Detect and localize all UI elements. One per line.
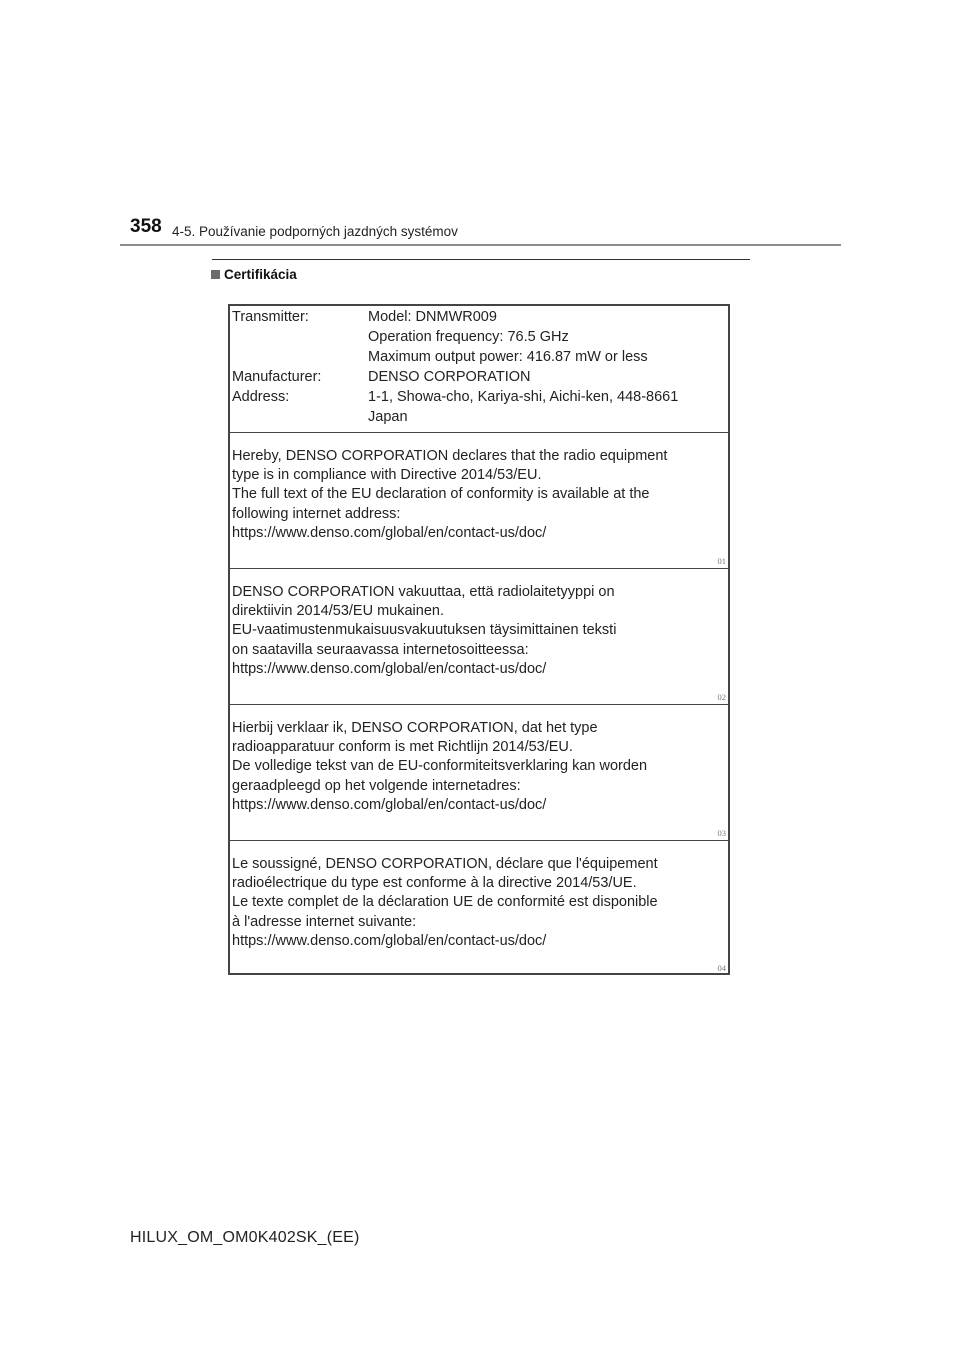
spec-value: Operation frequency: 76.5 GHz bbox=[368, 329, 569, 345]
declaration-line: EU-vaatimustenmukaisuusvakuutuksen täysimittainen teksti bbox=[232, 622, 617, 639]
declaration-line: radioapparatuur conform is met Richtlijn 2014/53/EU. bbox=[232, 739, 573, 756]
spec-label: Manufacturer: bbox=[232, 369, 322, 385]
spec-value: Model: DNMWR009 bbox=[368, 309, 497, 325]
spec-value: Japan bbox=[368, 409, 408, 425]
spec-value: DENSO CORPORATION bbox=[368, 369, 531, 385]
declaration-fi bbox=[230, 568, 728, 704]
declaration-line: Hereby, DENSO CORPORATION declares that the radio equipment bbox=[232, 448, 668, 464]
declaration-code: 04 bbox=[717, 963, 726, 973]
spec-label: Transmitter: bbox=[232, 309, 309, 325]
declaration-line: direktiivin 2014/53/EU mukainen. bbox=[232, 603, 444, 620]
declaration-line: Le texte complet de la déclaration UE de conformité est disponible bbox=[232, 894, 658, 911]
declaration-line: type is in compliance with Directive 2014/53/EU. bbox=[232, 467, 542, 484]
declaration-code: 02 bbox=[717, 692, 726, 702]
page-number: 358 bbox=[130, 216, 162, 237]
transmitter-specs bbox=[230, 306, 728, 432]
square-bullet-icon bbox=[211, 270, 220, 279]
declaration-text bbox=[232, 583, 722, 679]
declaration-line: https://www.denso.com/global/en/contact-us/doc/ bbox=[232, 796, 547, 813]
header-rule bbox=[120, 244, 841, 246]
declaration-line: Le soussigné, DENSO CORPORATION, déclare que l'équipement bbox=[232, 856, 658, 872]
declaration-line: on saatavilla seuraavassa internetosoitteessa: bbox=[232, 641, 529, 658]
declaration-line: following internet address: bbox=[232, 505, 401, 522]
declaration-line: Hierbij verklaar ik, DENSO CORPORATION, dat het type bbox=[232, 720, 598, 736]
declaration-text bbox=[232, 719, 722, 815]
subheading-text: Certifikácia bbox=[224, 267, 297, 282]
subheading-rule bbox=[212, 259, 750, 260]
declaration-nl bbox=[230, 704, 728, 840]
declaration-code: 03 bbox=[717, 828, 726, 838]
declaration-en bbox=[230, 432, 728, 568]
declaration-text bbox=[232, 447, 722, 543]
declaration-line: radioélectrique du type est conforme à la directive 2014/53/UE. bbox=[232, 875, 637, 892]
declaration-text bbox=[232, 855, 722, 951]
section-title: 4-5. Používanie podporných jazdných systémov bbox=[172, 224, 458, 239]
subheading bbox=[211, 267, 297, 282]
declaration-line: geraadpleegd op het volgende internetadres: bbox=[232, 777, 521, 794]
spec-label: Address: bbox=[232, 389, 290, 405]
spec-value: Maximum output power: 416.87 mW or less bbox=[368, 349, 648, 365]
declaration-fr bbox=[230, 840, 728, 975]
declaration-line: https://www.denso.com/global/en/contact-us/doc/ bbox=[232, 660, 547, 677]
spec-value: 1-1, Showa-cho, Kariya-shi, Aichi-ken, 448-8661 bbox=[368, 389, 679, 405]
footer-document-id: HILUX_OM_OM0K402SK_(EE) bbox=[130, 1229, 360, 1246]
declaration-line: De volledige tekst van de EU-conformiteitsverklaring kan worden bbox=[232, 758, 648, 775]
declaration-code: 01 bbox=[717, 556, 726, 566]
declaration-line: https://www.denso.com/global/en/contact-us/doc/ bbox=[232, 932, 547, 949]
declaration-line: https://www.denso.com/global/en/contact-us/doc/ bbox=[232, 524, 547, 541]
declaration-line: The full text of the EU declaration of conformity is available at the bbox=[232, 486, 650, 503]
certification-box bbox=[228, 304, 730, 975]
declaration-line: à l'adresse internet suivante: bbox=[232, 913, 417, 930]
declaration-line: DENSO CORPORATION vakuuttaa, että radiolaitetyyppi on bbox=[232, 584, 615, 600]
